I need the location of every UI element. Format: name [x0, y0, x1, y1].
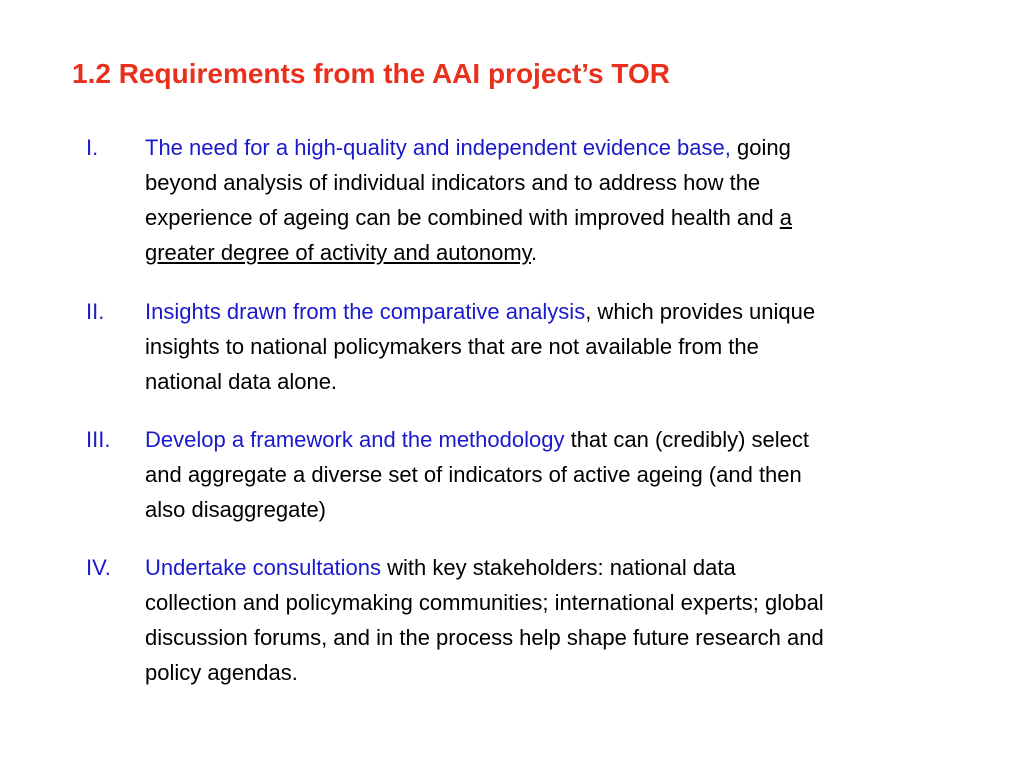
item-numeral: I.: [86, 135, 99, 160]
item-highlight: Insights drawn from the comparative analysis: [145, 299, 586, 324]
item-highlight: Develop a framework and the methodology: [145, 427, 565, 452]
item-underlined-text: a: [779, 205, 792, 230]
item-line: [145, 294, 875, 329]
item-line: collection and policymaking communities; international experts; global: [145, 590, 824, 615]
item-line: and aggregate a diverse set of indicators of active ageing (and then: [145, 462, 802, 487]
item-line: [145, 200, 875, 235]
item-line: beyond analysis of individual indicators and to address how the: [145, 170, 761, 195]
item-highlight: The need for a high-quality and independent evidence base,: [145, 135, 731, 160]
item-text-segment: with key stakeholders: national data: [381, 555, 736, 580]
item-text: [145, 422, 875, 527]
item-text-segment: , which provides unique: [585, 299, 816, 324]
item-line: national data alone.: [145, 369, 338, 394]
slide-title: 1.2 Requirements from the AAI project’s TOR: [72, 58, 670, 89]
item-text-segment: that can (credibly) select: [564, 427, 810, 452]
item-line: discussion forums, and in the process help shape future research and: [145, 625, 824, 650]
item-text: [145, 294, 875, 399]
item-text-segment: going: [730, 135, 791, 160]
item-line: policy agendas.: [145, 660, 298, 685]
item-numeral: IV.: [86, 555, 111, 580]
item-line: [145, 235, 875, 270]
item-numeral: III.: [86, 427, 111, 452]
item-highlight: Undertake consultations: [145, 555, 382, 580]
item-text-segment: .: [531, 240, 538, 265]
item-text: [145, 550, 875, 690]
item-underlined-text: greater degree of activity and autonomy: [145, 240, 532, 265]
item-numeral: II.: [86, 299, 105, 324]
item-line: [145, 422, 875, 457]
item-line: [145, 130, 875, 165]
item-line: [145, 550, 875, 585]
item-line: also disaggregate): [145, 497, 327, 522]
item-line: insights to national policymakers that are not available from the: [145, 334, 759, 359]
item-text: [145, 130, 875, 270]
item-text-segment: experience of ageing can be combined with improved health and: [145, 205, 780, 230]
